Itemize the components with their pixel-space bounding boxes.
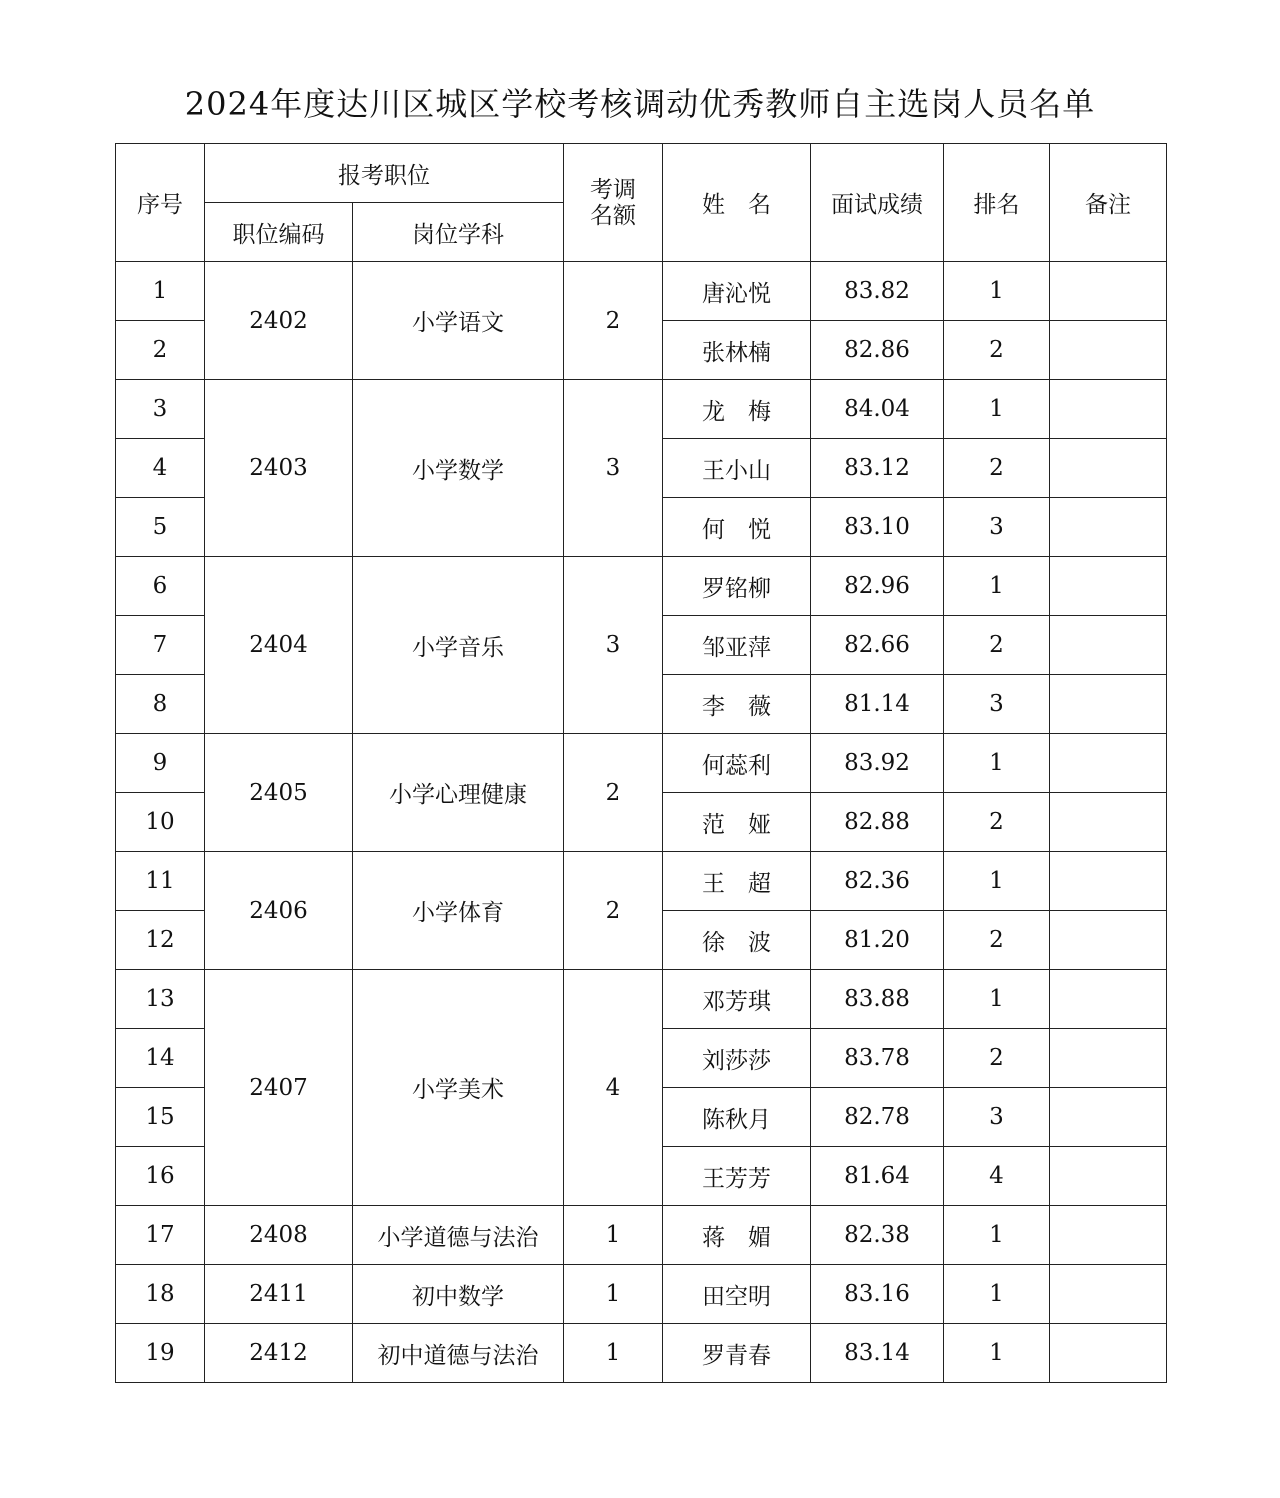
cell-score: 83.14 bbox=[811, 1324, 944, 1383]
cell-rank: 4 bbox=[944, 1147, 1050, 1206]
cell-note bbox=[1050, 911, 1167, 970]
cell-score: 84.04 bbox=[811, 380, 944, 439]
table-row bbox=[116, 734, 1167, 793]
header-score: 面试成绩 bbox=[811, 144, 944, 262]
cell-rank: 1 bbox=[944, 852, 1050, 911]
cell-score: 82.88 bbox=[811, 793, 944, 852]
cell-score: 82.66 bbox=[811, 616, 944, 675]
cell-name: 蒋 媚 bbox=[663, 1206, 811, 1265]
cell-note bbox=[1050, 439, 1167, 498]
cell-name: 王芳芳 bbox=[663, 1147, 811, 1206]
cell-score: 83.16 bbox=[811, 1265, 944, 1324]
cell-score: 82.86 bbox=[811, 321, 944, 380]
cell-rank: 3 bbox=[944, 498, 1050, 557]
cell-rank: 3 bbox=[944, 1088, 1050, 1147]
cell-name: 徐 波 bbox=[663, 911, 811, 970]
table-row bbox=[116, 262, 1167, 321]
cell-note bbox=[1050, 1324, 1167, 1383]
cell-name: 王小山 bbox=[663, 439, 811, 498]
cell-rank: 1 bbox=[944, 970, 1050, 1029]
table-row bbox=[116, 852, 1167, 911]
cell-score: 83.92 bbox=[811, 734, 944, 793]
cell-subject: 初中道德与法治 bbox=[353, 1324, 564, 1383]
cell-rank: 3 bbox=[944, 675, 1050, 734]
cell-code: 2402 bbox=[205, 262, 353, 380]
cell-seq: 2 bbox=[116, 321, 205, 380]
cell-seq: 5 bbox=[116, 498, 205, 557]
cell-note bbox=[1050, 498, 1167, 557]
cell-note bbox=[1050, 262, 1167, 321]
cell-quota: 2 bbox=[564, 262, 663, 380]
cell-name: 何蕊利 bbox=[663, 734, 811, 793]
cell-name: 张林楠 bbox=[663, 321, 811, 380]
cell-quota: 4 bbox=[564, 970, 663, 1206]
cell-note bbox=[1050, 675, 1167, 734]
cell-subject: 初中数学 bbox=[353, 1265, 564, 1324]
table-row bbox=[116, 1265, 1167, 1324]
cell-code: 2408 bbox=[205, 1206, 353, 1265]
cell-quota: 1 bbox=[564, 1324, 663, 1383]
cell-note bbox=[1050, 1265, 1167, 1324]
cell-seq: 15 bbox=[116, 1088, 205, 1147]
cell-seq: 1 bbox=[116, 262, 205, 321]
cell-rank: 2 bbox=[944, 321, 1050, 380]
cell-seq: 16 bbox=[116, 1147, 205, 1206]
cell-name: 李 薇 bbox=[663, 675, 811, 734]
cell-code: 2405 bbox=[205, 734, 353, 852]
cell-seq: 11 bbox=[116, 852, 205, 911]
header-row-1 bbox=[116, 144, 1167, 203]
table-row bbox=[116, 1206, 1167, 1265]
header-seq: 序号 bbox=[116, 144, 205, 262]
table-row bbox=[116, 380, 1167, 439]
cell-score: 81.20 bbox=[811, 911, 944, 970]
cell-name: 龙 梅 bbox=[663, 380, 811, 439]
cell-subject: 小学数学 bbox=[353, 380, 564, 557]
roster-body bbox=[116, 262, 1167, 1383]
cell-seq: 7 bbox=[116, 616, 205, 675]
cell-name: 范 娅 bbox=[663, 793, 811, 852]
cell-subject: 小学音乐 bbox=[353, 557, 564, 734]
cell-name: 王 超 bbox=[663, 852, 811, 911]
cell-name: 邹亚萍 bbox=[663, 616, 811, 675]
cell-score: 83.82 bbox=[811, 262, 944, 321]
cell-note bbox=[1050, 321, 1167, 380]
header-name: 姓 名 bbox=[663, 144, 811, 262]
cell-seq: 9 bbox=[116, 734, 205, 793]
cell-name: 罗青春 bbox=[663, 1324, 811, 1383]
cell-quota: 2 bbox=[564, 734, 663, 852]
cell-code: 2407 bbox=[205, 970, 353, 1206]
cell-name: 陈秋月 bbox=[663, 1088, 811, 1147]
cell-code: 2412 bbox=[205, 1324, 353, 1383]
table-row bbox=[116, 970, 1167, 1029]
cell-rank: 1 bbox=[944, 1206, 1050, 1265]
cell-seq: 18 bbox=[116, 1265, 205, 1324]
cell-rank: 1 bbox=[944, 1265, 1050, 1324]
cell-score: 82.78 bbox=[811, 1088, 944, 1147]
cell-seq: 14 bbox=[116, 1029, 205, 1088]
header-quota-line1: 考调 bbox=[590, 176, 636, 203]
cell-rank: 2 bbox=[944, 439, 1050, 498]
cell-quota: 3 bbox=[564, 380, 663, 557]
header-note: 备注 bbox=[1050, 144, 1167, 262]
header-subject: 岗位学科 bbox=[353, 203, 564, 262]
header-quota-line2: 名额 bbox=[590, 202, 636, 229]
cell-seq: 17 bbox=[116, 1206, 205, 1265]
roster-table bbox=[115, 143, 1167, 1383]
cell-rank: 2 bbox=[944, 793, 1050, 852]
cell-name: 何 悦 bbox=[663, 498, 811, 557]
cell-score: 83.78 bbox=[811, 1029, 944, 1088]
cell-note bbox=[1050, 1147, 1167, 1206]
cell-name: 刘莎莎 bbox=[663, 1029, 811, 1088]
cell-quota: 1 bbox=[564, 1206, 663, 1265]
cell-note bbox=[1050, 1206, 1167, 1265]
cell-code: 2404 bbox=[205, 557, 353, 734]
cell-code: 2411 bbox=[205, 1265, 353, 1324]
cell-rank: 1 bbox=[944, 1324, 1050, 1383]
cell-code: 2406 bbox=[205, 852, 353, 970]
cell-seq: 10 bbox=[116, 793, 205, 852]
cell-score: 83.10 bbox=[811, 498, 944, 557]
cell-note bbox=[1050, 734, 1167, 793]
table-row bbox=[116, 557, 1167, 616]
cell-note bbox=[1050, 1088, 1167, 1147]
header-rank: 排名 bbox=[944, 144, 1050, 262]
cell-score: 82.38 bbox=[811, 1206, 944, 1265]
cell-note bbox=[1050, 380, 1167, 439]
cell-note bbox=[1050, 793, 1167, 852]
cell-quota: 1 bbox=[564, 1265, 663, 1324]
cell-score: 82.36 bbox=[811, 852, 944, 911]
cell-rank: 2 bbox=[944, 911, 1050, 970]
cell-seq: 3 bbox=[116, 380, 205, 439]
cell-name: 邓芳琪 bbox=[663, 970, 811, 1029]
cell-seq: 19 bbox=[116, 1324, 205, 1383]
cell-score: 83.12 bbox=[811, 439, 944, 498]
cell-score: 83.88 bbox=[811, 970, 944, 1029]
cell-name: 唐沁悦 bbox=[663, 262, 811, 321]
cell-name: 田空明 bbox=[663, 1265, 811, 1324]
cell-name: 罗铭柳 bbox=[663, 557, 811, 616]
cell-score: 82.96 bbox=[811, 557, 944, 616]
header-position: 报考职位 bbox=[205, 144, 564, 203]
cell-rank: 1 bbox=[944, 262, 1050, 321]
table-row bbox=[116, 1324, 1167, 1383]
cell-note bbox=[1050, 970, 1167, 1029]
cell-note bbox=[1050, 557, 1167, 616]
cell-rank: 1 bbox=[944, 734, 1050, 793]
cell-quota: 3 bbox=[564, 557, 663, 734]
cell-score: 81.14 bbox=[811, 675, 944, 734]
document-title: 2024年度达川区城区学校考核调动优秀教师自主选岗人员名单 bbox=[184, 85, 1096, 123]
cell-note bbox=[1050, 852, 1167, 911]
cell-rank: 2 bbox=[944, 1029, 1050, 1088]
header-quota bbox=[564, 144, 663, 262]
cell-seq: 6 bbox=[116, 557, 205, 616]
cell-seq: 4 bbox=[116, 439, 205, 498]
cell-subject: 小学道德与法治 bbox=[353, 1206, 564, 1265]
cell-subject: 小学心理健康 bbox=[353, 734, 564, 852]
header-code: 职位编码 bbox=[205, 203, 353, 262]
cell-seq: 13 bbox=[116, 970, 205, 1029]
cell-subject: 小学美术 bbox=[353, 970, 564, 1206]
cell-subject: 小学语文 bbox=[353, 262, 564, 380]
cell-rank: 2 bbox=[944, 616, 1050, 675]
cell-code: 2403 bbox=[205, 380, 353, 557]
cell-note bbox=[1050, 616, 1167, 675]
cell-quota: 2 bbox=[564, 852, 663, 970]
cell-seq: 12 bbox=[116, 911, 205, 970]
cell-seq: 8 bbox=[116, 675, 205, 734]
cell-rank: 1 bbox=[944, 557, 1050, 616]
cell-score: 81.64 bbox=[811, 1147, 944, 1206]
cell-note bbox=[1050, 1029, 1167, 1088]
cell-subject: 小学体育 bbox=[353, 852, 564, 970]
cell-rank: 1 bbox=[944, 380, 1050, 439]
